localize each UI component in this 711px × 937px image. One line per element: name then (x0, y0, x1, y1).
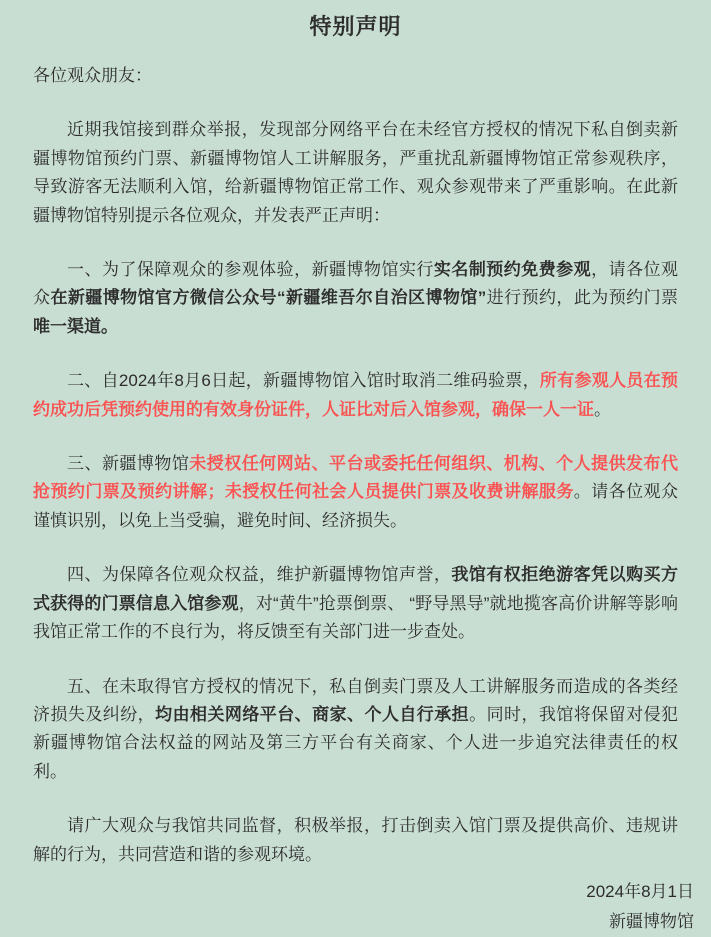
text-run: 。同时，我馆将保留对侵犯新疆博物馆合法权益的网站及第三方平台有关商家、个人进一步追究法律责任的权利。 (33, 704, 679, 781)
text-run: 在新疆博物馆官方微信公众号“新疆维吾尔自治区博物馆” (50, 288, 487, 308)
paragraph-5 (33, 561, 678, 646)
text-run: 。请各位观众谨慎识别，以免上当受骗，避免时间、经济损失。 (33, 482, 679, 530)
closing-block (33, 877, 694, 937)
paragraph-3 (33, 367, 678, 424)
statement-body (33, 116, 678, 869)
text-run: 五、在未取得官方授权的情况下，私自倒卖门票及人工讲解服务而造成的各类经济损失及纠纷， (33, 676, 678, 724)
paragraph-6 (33, 673, 678, 787)
text-run: 未授权任何网站、平台或委托任何组织、机构、个人提供发布代抢预约门票及预约讲解；未授权任何社会人员提供门票及收费讲解服务 (33, 454, 679, 502)
text-run: 进行预约，此为预约门票 (486, 288, 679, 308)
text-run: 一、为了保障观众的参观体验，新疆博物馆实行 (67, 260, 434, 280)
statement-signature: 新疆博物馆 (609, 911, 694, 931)
text-run: ，对“黄牛”抢票倒票、 “野导黑导”就地揽客高价讲解等影响我馆正常工作的不良行为，将反馈至有关部门进一步查处。 (33, 593, 678, 642)
text-run: 三、新疆博物馆 (67, 454, 190, 474)
text-run: ，请各位观众 (33, 260, 679, 308)
page-title: 特别声明 (309, 14, 402, 39)
text-run: 均由相关网络平台、商家、个人自行承担 (155, 704, 470, 724)
statement-date: 2024年8月1日 (586, 881, 694, 901)
text-run: 。 (594, 399, 611, 419)
text-run: 实名制预约免费参观 (433, 260, 592, 280)
text-run: 所有参观人员在预约成功后凭预约使用的有效身份证件，人证比对后入馆参观，确保一人一证 (33, 371, 679, 419)
paragraph-1 (33, 116, 678, 230)
salutation: 各位观众朋友： (33, 66, 152, 85)
text-run: 二、自2024年8月6日起，新疆博物馆入馆时取消二维码验票， (67, 371, 540, 391)
text-run: 四、为保障各位观众权益，维护新疆博物馆声誉， (67, 565, 452, 585)
paragraph-7 (33, 812, 678, 869)
text-run: 我馆有权拒绝游客凭以购买方式获得的门票信息入馆参观 (33, 565, 679, 613)
paragraph-4 (33, 450, 678, 535)
text-run: 请广大观众与我馆共同监督，积极举报，打击倒卖入馆门票及提供高价、违规讲解的行为，共同营造和谐的参观环境。 (33, 816, 678, 864)
text-run: 近期我馆接到群众举报，发现部分网络平台在未经官方授权的情况下私自倒卖新疆博物馆预约门票、新疆博物馆人工讲解服务，严重扰乱新疆博物馆正常参观秩序，导致游客无法顺利入馆，给新疆博物馆正常工作、观众参观带来了严重影响。在此新疆博物馆特别提示各位观众，并发表严正声明： (33, 120, 678, 225)
text-run: 唯一渠道。 (33, 316, 118, 336)
paragraph-2 (33, 256, 678, 341)
